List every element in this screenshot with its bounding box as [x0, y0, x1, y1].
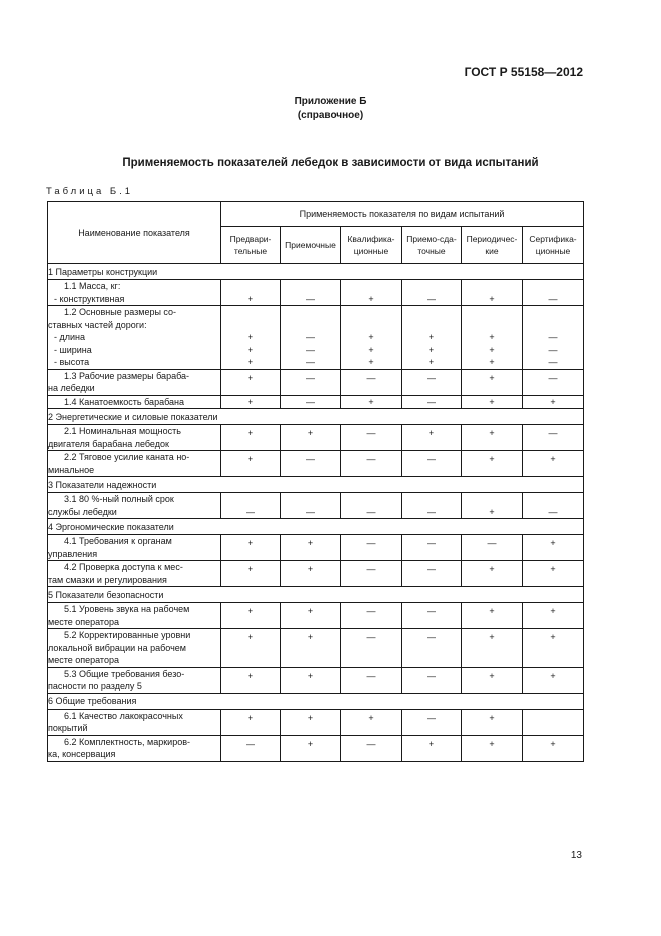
applicability-cell	[462, 306, 523, 370]
applicability-mark	[523, 712, 583, 725]
section-row	[48, 587, 584, 603]
applicability-mark: —	[366, 538, 376, 548]
applicability-mark: —	[366, 738, 376, 749]
indicator-name	[48, 493, 221, 519]
applicability-mark: +	[550, 670, 556, 681]
column-header-line: ционные	[535, 246, 571, 256]
applicability-mark: —	[427, 712, 436, 723]
applicability-mark: +	[368, 357, 374, 367]
indicator-name-line: 6.2 Комплектность, маркиров-	[64, 736, 190, 747]
applicability-mark: +	[489, 396, 495, 407]
applicability-mark: +	[307, 712, 314, 723]
applicability-cell	[221, 395, 281, 409]
applicability-mark: +	[489, 606, 495, 616]
applicability-cell	[402, 667, 462, 693]
indicator-name-line: месте оператора	[48, 655, 119, 665]
applicability-mark: +	[307, 538, 314, 548]
applicability-mark: +	[247, 538, 254, 548]
applicability-mark: +	[247, 670, 254, 681]
appendix-subtitle: (справочное)	[297, 110, 364, 121]
column-header-line: Периодичес-	[466, 234, 518, 244]
column-header	[402, 227, 462, 264]
applicability-mark: —	[427, 538, 436, 548]
document-title: Применяемость показателей лебедок в зависимости от вида испытаний	[122, 157, 539, 169]
applicability-cell	[462, 395, 523, 409]
section-title: 2 Энергетические и силовые показатели	[48, 409, 584, 425]
column-header-line: тельные	[233, 246, 268, 256]
column-header	[523, 227, 584, 264]
indicator-name-line: минальное	[48, 464, 95, 475]
applicability-cell	[341, 535, 402, 561]
applicability-cell	[523, 395, 584, 409]
test-types-group-header: Применяемость показателя по видам испытаний	[221, 202, 584, 227]
applicability-mark: —	[306, 293, 315, 304]
indicator-name	[48, 280, 221, 306]
indicator-name-line: 2.1 Номинальная мощность	[64, 426, 181, 436]
applicability-cell	[281, 306, 341, 370]
applicability-cell	[402, 535, 462, 561]
applicability-mark: +	[489, 506, 495, 517]
applicability-mark: —	[548, 357, 558, 367]
applicability-mark: +	[489, 344, 495, 355]
section-title: 3 Показатели надежности	[48, 477, 584, 493]
applicability-cell	[341, 709, 402, 735]
appendix-heading	[0, 95, 661, 123]
column-header	[462, 227, 523, 264]
applicability-cell	[341, 735, 402, 761]
applicability-cell	[523, 369, 584, 395]
applicability-mark: +	[247, 332, 254, 342]
indicator-name-line: 1.2 Основные размеры со-	[64, 307, 177, 317]
applicability-cell	[462, 629, 523, 668]
indicator-name-line: 4.1 Требования к органам	[64, 536, 172, 546]
table-row	[48, 561, 584, 587]
applicability-mark: +	[550, 632, 556, 642]
applicability-mark: —	[427, 506, 436, 517]
applicability-mark: +	[247, 428, 254, 438]
table-label: Таблица Б.1	[46, 186, 134, 197]
table-row	[48, 369, 584, 395]
applicability-mark: +	[247, 454, 254, 464]
applicability-cell	[221, 369, 281, 395]
applicability-cell	[281, 425, 341, 451]
applicability-cell	[221, 561, 281, 587]
column-header	[281, 227, 341, 264]
name-column-header: Наименование показателя	[48, 202, 221, 264]
table-row	[48, 280, 584, 306]
table-row	[48, 425, 584, 451]
indicator-name-line: пасности по разделу 5	[48, 681, 142, 691]
applicability-cell	[341, 425, 402, 451]
applicability-cell	[281, 369, 341, 395]
applicability-cell	[281, 603, 341, 629]
applicability-cell	[523, 667, 584, 693]
section-row	[48, 409, 584, 425]
applicability-cell	[221, 280, 281, 306]
applicability-mark: —	[427, 670, 436, 681]
applicability-mark: +	[489, 632, 495, 642]
applicability-cell	[462, 735, 523, 761]
applicability-mark: +	[247, 396, 254, 407]
indicator-name	[48, 535, 221, 561]
applicability-cell	[523, 603, 584, 629]
applicability-cell	[402, 306, 462, 370]
applicability-mark: —	[366, 606, 376, 616]
indicator-name-line: 1.4 Канатоемкость барабана	[64, 396, 185, 407]
applicability-mark: +	[489, 454, 495, 464]
applicability-mark: +	[368, 712, 374, 723]
applicability-cell	[281, 535, 341, 561]
applicability-cell	[462, 451, 523, 477]
applicability-mark: —	[548, 506, 558, 517]
indicator-name	[48, 425, 221, 451]
applicability-cell	[402, 735, 462, 761]
applicability-mark: +	[489, 372, 495, 383]
indicator-name-line: 5.2 Корректированные уровни	[64, 630, 191, 640]
column-header-line: ционные	[353, 246, 389, 256]
applicability-mark: —	[306, 344, 315, 355]
indicator-name	[48, 629, 221, 668]
applicability-cell	[523, 280, 584, 306]
applicability-mark: +	[247, 712, 254, 723]
applicability-cell	[523, 493, 584, 519]
applicability-mark: +	[247, 606, 254, 616]
indicator-name	[48, 369, 221, 395]
applicability-mark: —	[366, 632, 376, 642]
applicability-mark: +	[489, 564, 495, 574]
indicator-name-line: службы лебедки	[48, 506, 117, 517]
applicability-mark: —	[306, 357, 315, 367]
applicability-cell	[281, 709, 341, 735]
indicator-name-line: двигателя барабана лебедок	[48, 438, 169, 449]
applicability-mark: —	[306, 372, 315, 383]
applicability-cell	[341, 561, 402, 587]
applicability-cell	[402, 395, 462, 409]
indicator-name-line: управления	[48, 548, 98, 559]
applicability-cell	[281, 493, 341, 519]
applicability-cell	[462, 561, 523, 587]
table-row	[48, 667, 584, 693]
applicability-mark: —	[306, 332, 315, 342]
indicator-name-line: там смазки и регулирования	[48, 574, 167, 585]
applicability-mark: —	[427, 454, 436, 464]
applicability-cell	[462, 667, 523, 693]
applicability-cell	[523, 535, 584, 561]
indicator-name	[48, 306, 221, 370]
indicator-name-line: 3.1 80 %-ный полный срок	[64, 494, 174, 504]
applicability-cell	[281, 667, 341, 693]
applicability-cell	[221, 493, 281, 519]
section-row	[48, 519, 584, 535]
applicability-cell	[523, 561, 584, 587]
column-header-line: Предвари-	[229, 234, 272, 244]
applicability-cell	[281, 735, 341, 761]
applicability-mark: +	[550, 564, 556, 574]
applicability-mark: —	[246, 506, 255, 517]
applicability-mark: +	[307, 564, 314, 574]
applicability-cell	[281, 629, 341, 668]
indicator-name-line: 1.1 Масса, кг:	[64, 281, 121, 291]
applicability-mark: +	[489, 428, 495, 438]
applicability-mark: —	[366, 454, 376, 464]
applicability-mark: +	[368, 344, 374, 355]
applicability-cell	[221, 709, 281, 735]
applicability-mark: +	[550, 396, 556, 407]
applicability-mark: —	[427, 564, 436, 574]
appendix-title: Приложение Б	[294, 96, 367, 107]
indicator-name	[48, 395, 221, 409]
applicability-cell	[523, 306, 584, 370]
applicability-cell	[281, 280, 341, 306]
applicability-mark: +	[489, 712, 495, 723]
indicator-name	[48, 561, 221, 587]
indicator-name-line: 5.1 Уровень звука на рабочем	[64, 604, 190, 614]
indicator-sub-item: - конструктивная	[54, 293, 125, 304]
table-row	[48, 709, 584, 735]
applicability-mark: —	[427, 372, 436, 383]
applicability-table	[47, 201, 584, 762]
applicability-cell	[402, 451, 462, 477]
applicability-cell	[462, 280, 523, 306]
indicator-name-line: 1.3 Рабочие размеры бараба-	[64, 370, 190, 381]
table-row	[48, 735, 584, 761]
applicability-mark: +	[489, 332, 495, 342]
table-row	[48, 306, 584, 370]
section-row	[48, 477, 584, 493]
applicability-mark: +	[307, 632, 314, 642]
applicability-mark: +	[247, 357, 254, 367]
applicability-mark: —	[548, 344, 558, 355]
column-header-line: Квалифика-	[347, 234, 395, 244]
indicator-name-line: локальной вибрации на рабочем	[48, 642, 186, 653]
indicator-name	[48, 735, 221, 761]
applicability-cell	[281, 451, 341, 477]
indicator-name	[48, 667, 221, 693]
column-header	[221, 227, 281, 264]
indicator-name-line: покрытий	[48, 723, 88, 733]
section-title: 6 Общие требования	[48, 693, 584, 709]
applicability-mark: +	[489, 670, 495, 681]
applicability-cell	[341, 667, 402, 693]
applicability-cell	[341, 603, 402, 629]
applicability-mark: —	[427, 632, 436, 642]
applicability-mark: +	[428, 738, 435, 749]
page-number: 13	[570, 850, 582, 861]
indicator-name-line: на лебедки	[48, 383, 95, 393]
applicability-mark: +	[368, 293, 374, 304]
applicability-mark: —	[306, 396, 315, 407]
applicability-cell	[221, 667, 281, 693]
applicability-mark: —	[548, 428, 558, 438]
indicator-name-line: ставных частей дороги:	[48, 319, 147, 330]
applicability-mark: —	[306, 506, 315, 517]
applicability-cell	[402, 629, 462, 668]
indicator-name	[48, 709, 221, 735]
indicator-name-line: месте оператора	[48, 616, 119, 627]
applicability-mark: +	[307, 428, 314, 438]
applicability-cell	[221, 629, 281, 668]
applicability-cell	[402, 709, 462, 735]
applicability-cell	[221, 451, 281, 477]
table-row	[48, 395, 584, 409]
indicator-sub-item: - высота	[54, 357, 90, 367]
applicability-mark: +	[307, 606, 314, 616]
applicability-cell	[462, 603, 523, 629]
indicator-name	[48, 603, 221, 629]
applicability-cell	[462, 369, 523, 395]
column-header	[341, 227, 402, 264]
applicability-mark: +	[428, 344, 435, 355]
section-title: 5 Показатели безопасности	[48, 587, 584, 603]
applicability-mark: +	[307, 670, 314, 681]
applicability-mark: +	[428, 357, 435, 367]
applicability-mark: +	[489, 293, 495, 304]
applicability-mark: +	[368, 396, 374, 407]
applicability-cell	[523, 451, 584, 477]
indicator-name-line: ка, консервация	[48, 749, 116, 759]
standard-code: ГОСТ Р 55158—2012	[464, 65, 583, 79]
indicator-name	[48, 451, 221, 477]
applicability-cell	[523, 735, 584, 761]
applicability-mark: +	[247, 564, 254, 574]
applicability-mark: +	[247, 632, 254, 642]
applicability-mark: —	[427, 606, 436, 616]
applicability-cell	[402, 561, 462, 587]
indicator-name-line: 2.2 Тяговое усилие каната но-	[64, 452, 190, 462]
applicability-cell	[341, 395, 402, 409]
applicability-mark: +	[247, 293, 254, 304]
applicability-mark: —	[366, 564, 376, 574]
applicability-cell	[402, 369, 462, 395]
indicator-name-line: 6.1 Качество лакокрасочных	[64, 710, 183, 721]
column-header-line: Приемо-сда-	[406, 234, 457, 244]
applicability-cell	[402, 280, 462, 306]
applicability-mark: +	[428, 428, 435, 438]
applicability-cell	[221, 735, 281, 761]
applicability-cell	[523, 629, 584, 668]
applicability-cell	[221, 535, 281, 561]
table-row	[48, 603, 584, 629]
applicability-mark: —	[306, 454, 315, 464]
applicability-cell	[341, 369, 402, 395]
applicability-cell	[341, 451, 402, 477]
applicability-mark: +	[307, 738, 314, 749]
indicator-sub-item: - длина	[54, 332, 86, 342]
table-row	[48, 629, 584, 668]
section-row	[48, 264, 584, 280]
applicability-cell	[462, 535, 523, 561]
applicability-mark: +	[550, 454, 556, 464]
column-header-line: Сертифика-	[529, 234, 577, 244]
applicability-mark: —	[427, 396, 436, 407]
applicability-mark: +	[550, 738, 556, 749]
applicability-mark: +	[489, 357, 495, 367]
section-row	[48, 693, 584, 709]
column-header-line: точные	[417, 246, 446, 256]
applicability-cell	[221, 306, 281, 370]
applicability-cell	[341, 629, 402, 668]
table-row	[48, 493, 584, 519]
applicability-mark: +	[550, 538, 556, 548]
applicability-cell	[221, 603, 281, 629]
applicability-cell	[281, 395, 341, 409]
column-header-line: кие	[485, 246, 499, 256]
indicator-name-line: 5.3 Общие требования безо-	[64, 668, 185, 679]
applicability-cell	[523, 709, 584, 735]
applicability-mark: +	[428, 332, 435, 342]
applicability-mark: +	[247, 344, 254, 355]
section-title: 1 Параметры конструкции	[48, 264, 584, 280]
applicability-cell	[402, 603, 462, 629]
applicability-cell	[341, 493, 402, 519]
applicability-mark: +	[247, 372, 254, 383]
applicability-cell	[462, 709, 523, 735]
applicability-mark: —	[548, 372, 558, 383]
applicability-cell	[402, 425, 462, 451]
applicability-mark: —	[246, 738, 255, 749]
applicability-cell	[341, 280, 402, 306]
applicability-cell	[221, 425, 281, 451]
applicability-cell	[341, 306, 402, 370]
table-row	[48, 535, 584, 561]
applicability-cell	[402, 493, 462, 519]
applicability-mark: —	[366, 428, 376, 438]
indicator-sub-item: - ширина	[54, 344, 92, 355]
applicability-mark: —	[487, 538, 497, 548]
applicability-mark: —	[548, 293, 558, 304]
indicator-name-line: 4.2 Проверка доступа к мес-	[64, 562, 183, 572]
applicability-mark: +	[489, 738, 495, 749]
applicability-mark: —	[366, 506, 376, 517]
applicability-mark: —	[427, 293, 436, 304]
applicability-cell	[462, 425, 523, 451]
table-row	[48, 451, 584, 477]
applicability-mark: +	[368, 332, 374, 342]
applicability-mark: +	[550, 606, 556, 616]
applicability-mark: —	[366, 372, 376, 383]
column-header-line: Приемочные	[285, 240, 336, 250]
applicability-cell	[281, 561, 341, 587]
applicability-mark: —	[548, 332, 558, 342]
section-title: 4 Эргономические показатели	[48, 519, 584, 535]
applicability-cell	[523, 425, 584, 451]
applicability-cell	[462, 493, 523, 519]
applicability-mark: —	[366, 670, 376, 681]
